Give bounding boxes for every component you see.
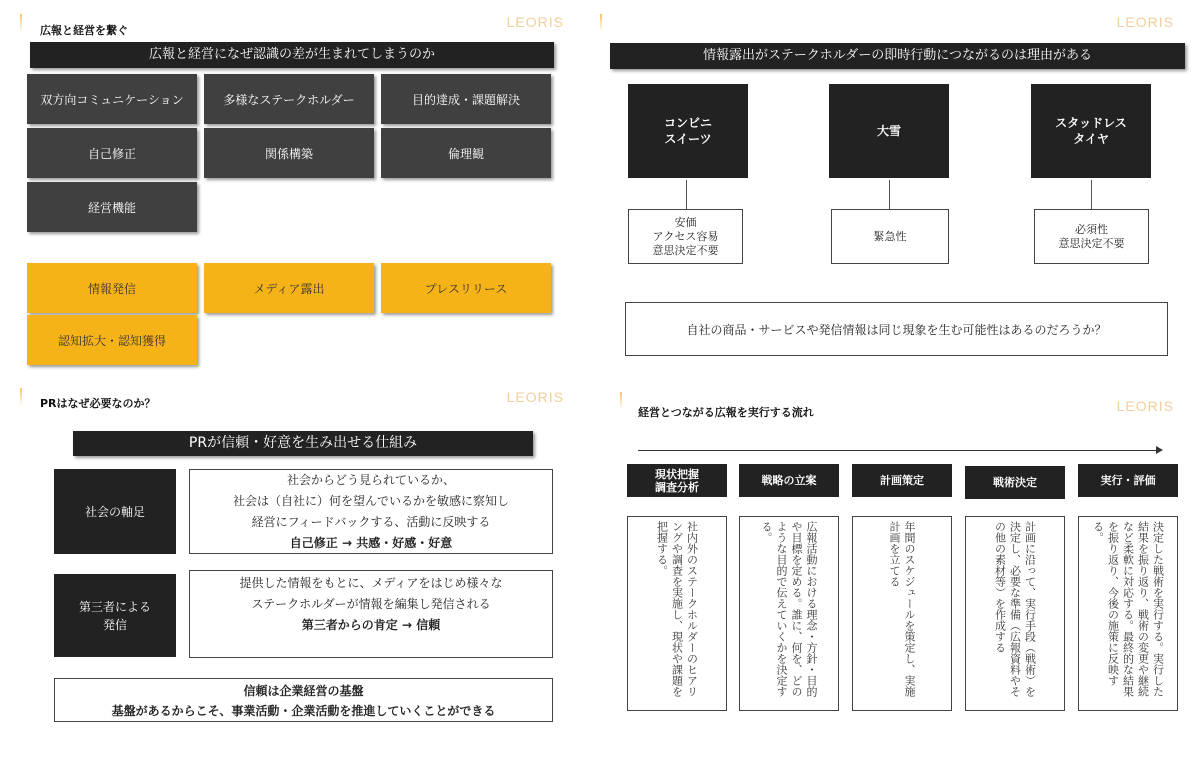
item-cell: 双方向コミュニケーション: [27, 74, 197, 124]
accent-mark: [20, 388, 22, 406]
brand-logo: LEORIS: [1116, 14, 1174, 30]
step-detail: [627, 516, 727, 711]
arrow-right-icon: [1156, 446, 1163, 454]
accent-mark: [20, 14, 22, 32]
item-cell: 多様なステークホルダー: [204, 74, 374, 124]
step-box: 現状把握 調査分析: [627, 464, 727, 497]
reason-box: 緊急性: [831, 209, 949, 264]
panel-pr-management: [0, 0, 590, 378]
item-cell: 目的達成・課題解決: [381, 74, 551, 124]
row-label: 社会の軸足: [54, 469, 176, 554]
panel-pr-flow: [598, 384, 1200, 766]
step-detail-text: 決定した戦術を実行する。実行した結果を振り返り、戦術の変更や継続など柔軟に対応する。最終的な結果を振り返り、今後の施策に反映する。: [1091, 521, 1165, 697]
step-detail-text: 社内外のステークホルダーのヒアリングや調査を実施し、現状や課題を把握する。: [655, 521, 699, 697]
connector: [889, 180, 890, 209]
banner: 広報と経営になぜ認識の差が生まれてしまうのか: [30, 42, 554, 68]
panel-why-pr: [0, 384, 590, 766]
banner: PRが信頼・好意を生み出せる仕組み: [73, 431, 533, 456]
step-detail: [852, 516, 952, 711]
row-label: 第三者による 発信: [54, 574, 176, 657]
desc-result: 第三者からの肯定 → 信頼: [301, 618, 441, 632]
brand-logo: LEORIS: [506, 389, 564, 405]
brand-logo: LEORIS: [506, 14, 564, 30]
flow-arrow-line: [638, 450, 1158, 451]
desc-line: ステークホルダーが情報を編集し発信される: [251, 597, 491, 611]
desc-line: 経営にフィードバックする、活動に反映する: [251, 515, 491, 529]
step-detail-text: 広報活動における理念・方針・目的や目標を定める。誰に、何を、どのような目的で伝えていくかを決定する。: [760, 521, 818, 697]
step-detail-text: 年間のスケジュールを策定し、実施計画を立てる: [888, 521, 916, 697]
accent-mark: [620, 392, 622, 410]
footer-box: [54, 678, 553, 722]
desc-result: 自己修正 → 共感・好感・好意: [289, 536, 453, 550]
footer-line: 信頼は企業経営の基盤: [243, 684, 364, 698]
pr-item-cell: 認知拡大・認知獲得: [27, 315, 197, 365]
desc-line: 提供した情報をもとに、メディアをはじめ様々な: [239, 576, 503, 590]
case-box: コンビニ スイーツ: [628, 84, 748, 178]
pr-item-cell: 情報発信: [27, 263, 197, 313]
connector: [686, 180, 687, 209]
pr-item-cell: プレスリリース: [381, 263, 551, 313]
reason-box: 安価 アクセス容易 意思決定不要: [628, 209, 743, 264]
desc-line: 社会は（自社に）何を望んでいるかを敏感に察知し: [232, 494, 509, 508]
case-box: 大雪: [829, 84, 949, 178]
desc-line: 社会からどう見られているか、: [286, 473, 455, 487]
question-box: 自社の商品・サービスや発信情報は同じ現象を生む可能性はあるのだろうか？: [625, 302, 1168, 356]
step-detail: [965, 516, 1065, 711]
step-box: 戦略の立案: [739, 464, 839, 497]
brand-logo: LEORIS: [1116, 398, 1174, 414]
item-cell: 倫理観: [381, 128, 551, 178]
step-box: 実行・評価: [1078, 464, 1178, 497]
panel-title: 広報と経営を繋ぐ: [40, 24, 128, 37]
reason-box: 必須性 意思決定不要: [1034, 209, 1149, 264]
step-detail: [1078, 516, 1178, 711]
step-box: 戦術決定: [965, 466, 1065, 499]
row-description: [189, 570, 553, 658]
panel-title: 経営とつながる広報を実行する流れ: [638, 406, 814, 419]
item-cell: 経営機能: [27, 182, 197, 232]
panel-instant-action: [598, 0, 1200, 378]
step-detail-text: 計画に沿って、実行手段（戦術）を決定し、必要な準備（広報資料やその他の素材等）を作成する: [993, 521, 1037, 697]
step-box: 計画策定: [852, 464, 952, 497]
panel-title: PRはなぜ必要なのか？: [40, 397, 156, 410]
connector: [1091, 180, 1092, 209]
case-box: スタッドレス タイヤ: [1031, 84, 1151, 178]
pr-item-cell: メディア露出: [204, 263, 374, 313]
item-cell: 関係構築: [204, 128, 374, 178]
step-detail: [739, 516, 839, 711]
row-description: [189, 469, 553, 554]
footer-line: 基盤があるからこそ、事業活動・企業活動を推進していくことができる: [111, 704, 496, 718]
item-cell: 自己修正: [27, 128, 197, 178]
banner: 情報露出がステークホルダーの即時行動につながるのは理由がある: [610, 43, 1185, 69]
accent-mark: [600, 14, 602, 32]
